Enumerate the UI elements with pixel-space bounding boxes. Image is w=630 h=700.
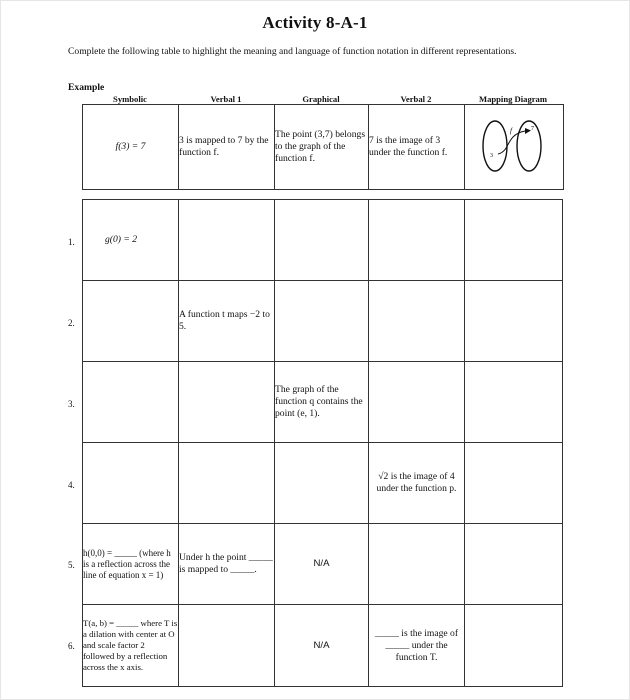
example-verbal2-cell xyxy=(369,105,465,190)
row6-verbal2-cell xyxy=(369,605,465,687)
row3-verbal1-cell[interactable] xyxy=(179,362,275,443)
header-mapping-diagram: Mapping Diagram xyxy=(478,94,548,104)
row2-graphical-cell[interactable] xyxy=(275,281,369,362)
row-number-1: 1. xyxy=(68,237,75,247)
row6-verbal1-cell[interactable] xyxy=(179,605,275,687)
row-number-5: 5. xyxy=(68,560,75,570)
row1-graphical-cell[interactable] xyxy=(275,200,369,281)
row-number-4: 4. xyxy=(68,480,75,490)
row1-verbal2-cell[interactable] xyxy=(369,200,465,281)
mapping-output: 7 xyxy=(531,126,534,132)
row6-graphical-cell xyxy=(275,605,369,687)
activity-table xyxy=(82,199,563,687)
header-verbal-2: Verbal 2 xyxy=(400,94,432,104)
instructions: Complete the following table to highlight the meaning and language of function notation in different representations. xyxy=(68,46,517,57)
row5-graphical-text: N/A xyxy=(313,558,330,569)
row6-verbal2-text: _____ is the image of _____ under the function T. xyxy=(374,627,459,663)
row3-symbolic-cell[interactable] xyxy=(83,362,179,443)
row-number-2: 2. xyxy=(68,318,75,328)
example-symbolic-cell xyxy=(83,105,179,190)
example-symbolic-text: f(3) = 7 xyxy=(115,141,146,152)
table-row xyxy=(83,362,563,443)
example-label: Example xyxy=(68,82,105,93)
table-row xyxy=(83,443,563,524)
example-verbal1-cell xyxy=(179,105,275,190)
page-title: Activity 8-A-1 xyxy=(262,13,368,32)
row3-graphical-text: The graph of the function q contains the point (e, 1). xyxy=(275,384,363,419)
row2-verbal2-cell[interactable] xyxy=(369,281,465,362)
header-symbolic: Symbolic xyxy=(113,94,147,104)
row4-graphical-cell[interactable] xyxy=(275,443,369,524)
row5-symbolic-cell xyxy=(83,524,179,605)
row-number-3: 3. xyxy=(68,399,75,409)
row3-mapping-cell[interactable] xyxy=(465,362,563,443)
row2-verbal1-text: A function t maps −2 to 5. xyxy=(179,309,270,332)
row5-verbal2-cell[interactable] xyxy=(369,524,465,605)
row5-mapping-cell[interactable] xyxy=(465,524,563,605)
row4-mapping-cell[interactable] xyxy=(465,443,563,524)
table-row xyxy=(83,281,563,362)
row1-symbolic-cell xyxy=(83,200,179,281)
row4-verbal1-cell[interactable] xyxy=(179,443,275,524)
row2-symbolic-cell[interactable] xyxy=(83,281,179,362)
row5-verbal1-text: Under h the point _____ is mapped to _____. xyxy=(179,552,273,575)
row1-mapping-cell[interactable] xyxy=(465,200,563,281)
row1-symbolic-text: g(0) = 2 xyxy=(105,234,138,245)
mapping-input: 3 xyxy=(490,153,493,159)
header-graphical: Graphical xyxy=(302,94,340,104)
row-number-6: 6. xyxy=(68,641,75,651)
row4-verbal2-cell xyxy=(369,443,465,524)
row4-symbolic-cell[interactable] xyxy=(83,443,179,524)
example-verbal2-text: 7 is the image of 3 under the function f. xyxy=(369,135,448,158)
table-row xyxy=(83,200,563,281)
example-graphical-text: The point (3,7) belongs to the graph of the function f. xyxy=(275,129,366,164)
range-oval xyxy=(517,121,541,171)
row5-verbal1-cell xyxy=(179,524,275,605)
example-table xyxy=(82,104,564,190)
table-row xyxy=(83,605,563,687)
row5-graphical-cell xyxy=(275,524,369,605)
row3-graphical-cell xyxy=(275,362,369,443)
header-verbal-1: Verbal 1 xyxy=(210,94,242,104)
row6-symbolic-text: T(a, b) = _____ where T is a dilation with center at O and scale factor 2 followed by a reflection across the x axis. xyxy=(83,618,178,672)
row6-symbolic-cell xyxy=(83,605,179,687)
row3-verbal2-cell[interactable] xyxy=(369,362,465,443)
example-mapping-cell xyxy=(465,105,564,190)
row6-graphical-text: N/A xyxy=(313,639,330,651)
row5-symbolic-text: h(0,0) = _____ (where h is a reflection across the line of equation x = 1) xyxy=(83,547,171,580)
domain-oval xyxy=(483,121,507,171)
example-verbal1-text: 3 is mapped to 7 by the function f. xyxy=(179,135,269,158)
example-graphical-cell xyxy=(275,105,369,190)
row6-mapping-cell[interactable] xyxy=(465,605,563,687)
table-row xyxy=(83,524,563,605)
mapping-label-f: f xyxy=(510,127,512,135)
row2-verbal1-cell xyxy=(179,281,275,362)
row4-verbal2-text: √2 is the image of 4 under the function p. xyxy=(376,471,457,494)
row2-mapping-cell[interactable] xyxy=(465,281,563,362)
mapping-diagram xyxy=(465,105,563,185)
row1-verbal1-cell[interactable] xyxy=(179,200,275,281)
